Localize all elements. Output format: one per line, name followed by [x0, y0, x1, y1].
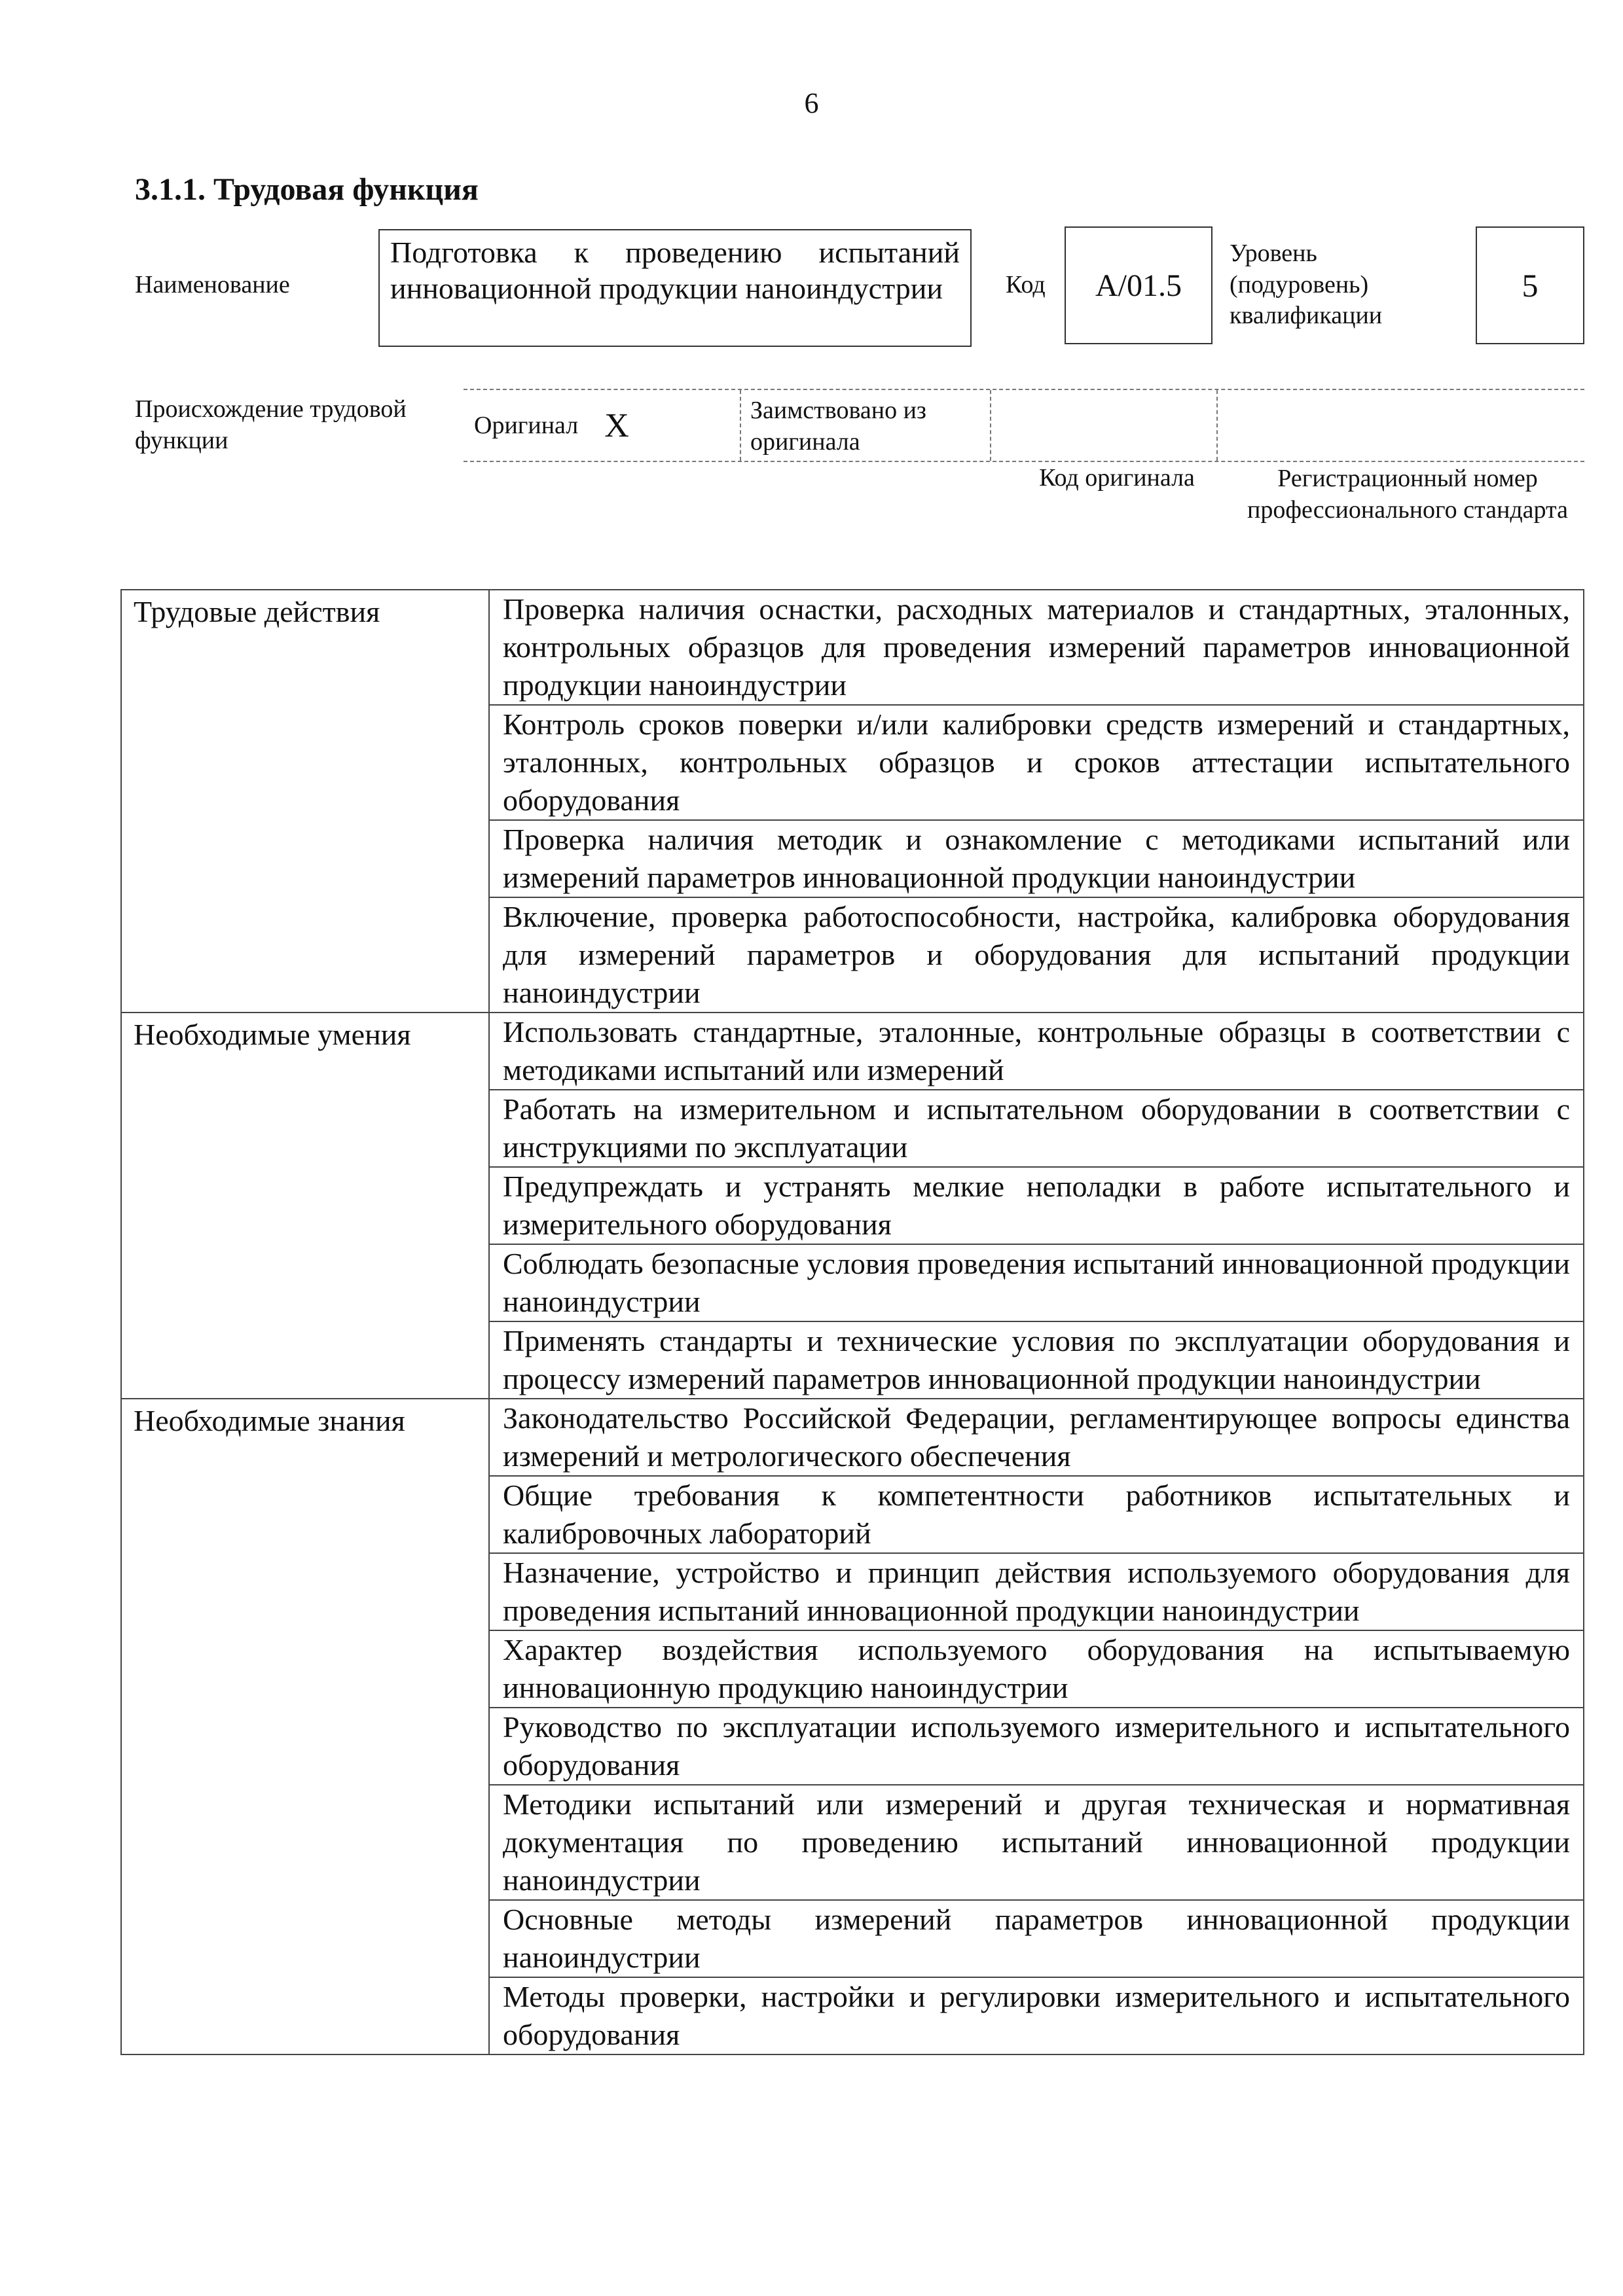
page-number: 6	[804, 87, 819, 119]
item-cell: Основные методы измерений параметров инновационной продукции наноиндустрии	[489, 1900, 1584, 1977]
name-label: Наименование	[135, 271, 290, 298]
origin-original-mark: X	[604, 406, 629, 444]
item-cell: Назначение, устройство и принцип действия используемого оборудования для проведения испытаний инновационной продукции наноиндустрии	[489, 1553, 1584, 1630]
labor-function-table	[120, 589, 1584, 2055]
table-row	[121, 590, 1584, 705]
item-cell: Применять стандарты и технические условия по эксплуатации оборудования и процессу измерений параметров инновационной продукции наноиндустрии	[489, 1321, 1584, 1399]
item-cell: Методы проверки, настройки и регулировки измерительного и испытательного оборудования	[489, 1977, 1584, 2054]
code-label: Код	[1006, 271, 1046, 298]
origin-registration-cell	[1216, 390, 1584, 461]
item-cell: Контроль сроков поверки и/или калибровки средств измерений и стандартных, эталонных, контрольных образцов и сроков аттестации испытательного оборудования	[489, 705, 1584, 820]
original-code-caption: Код оригинала	[1039, 464, 1195, 492]
level-label: Уровень (подуровень) квалификации	[1230, 240, 1383, 329]
table-row	[121, 1013, 1584, 1090]
origin-code-cell	[990, 390, 1216, 461]
table-row	[121, 1399, 1584, 1476]
origin-original-label: Оригинал	[474, 412, 579, 439]
item-cell: Использовать стандартные, эталонные, контрольные образцы в соответствии с методиками испытаний или измерений	[489, 1013, 1584, 1090]
section-title: 3.1.1. Трудовая функция	[135, 172, 479, 207]
item-cell: Методики испытаний или измерений и другая техническая и нормативная документация по проведению испытаний инновационной продукции наноиндустрии	[489, 1785, 1584, 1900]
category-cell: Необходимые умения	[121, 1013, 489, 1399]
registration-caption: Регистрационный номер профессионального стандарта	[1247, 465, 1568, 524]
code-value: A/01.5	[1065, 226, 1213, 344]
item-cell: Законодательство Российской Федерации, регламентирующее вопросы единства измерений и метрологического обеспечения	[489, 1399, 1584, 1476]
name-value: Подготовка к проведению испытаний инновационной продукции наноиндустрии	[378, 229, 972, 347]
item-cell: Соблюдать безопасные условия проведения испытаний инновационной продукции наноиндустрии	[489, 1244, 1584, 1321]
origin-label: Происхождение трудовой функции	[135, 395, 407, 454]
item-cell: Проверка наличия методик и ознакомление с методиками испытаний или измерений параметров инновационной продукции наноиндустрии	[489, 820, 1584, 897]
labor-function-table-body	[121, 590, 1584, 2054]
category-cell: Трудовые действия	[121, 590, 489, 1013]
item-cell: Работать на измерительном и испытательном оборудовании в соответствии с инструкциями по эксплуатации	[489, 1090, 1584, 1167]
origin-row	[464, 389, 1584, 462]
level-value: 5	[1476, 226, 1584, 344]
item-cell: Характер воздействия используемого оборудования на испытываемую инновационную продукцию наноиндустрии	[489, 1630, 1584, 1708]
item-cell: Предупреждать и устранять мелкие неполадки в работе испытательного и измерительного оборудования	[489, 1167, 1584, 1244]
origin-original-cell	[464, 390, 740, 461]
item-cell: Проверка наличия оснастки, расходных материалов и стандартных, эталонных, контрольных образцов для проведения измерений параметров инновационной продукции наноиндустрии	[489, 590, 1584, 705]
item-cell: Общие требования к компетентности работников испытательных и калибровочных лабораторий	[489, 1476, 1584, 1553]
origin-borrowed-cell: Заимствовано из оригинала	[740, 390, 990, 461]
category-cell: Необходимые знания	[121, 1399, 489, 2054]
item-cell: Включение, проверка работоспособности, настройка, калибровка оборудования для измерений параметров и оборудования для испытаний продукции наноиндустрии	[489, 897, 1584, 1013]
item-cell: Руководство по эксплуатации используемого измерительного и испытательного оборудования	[489, 1708, 1584, 1785]
